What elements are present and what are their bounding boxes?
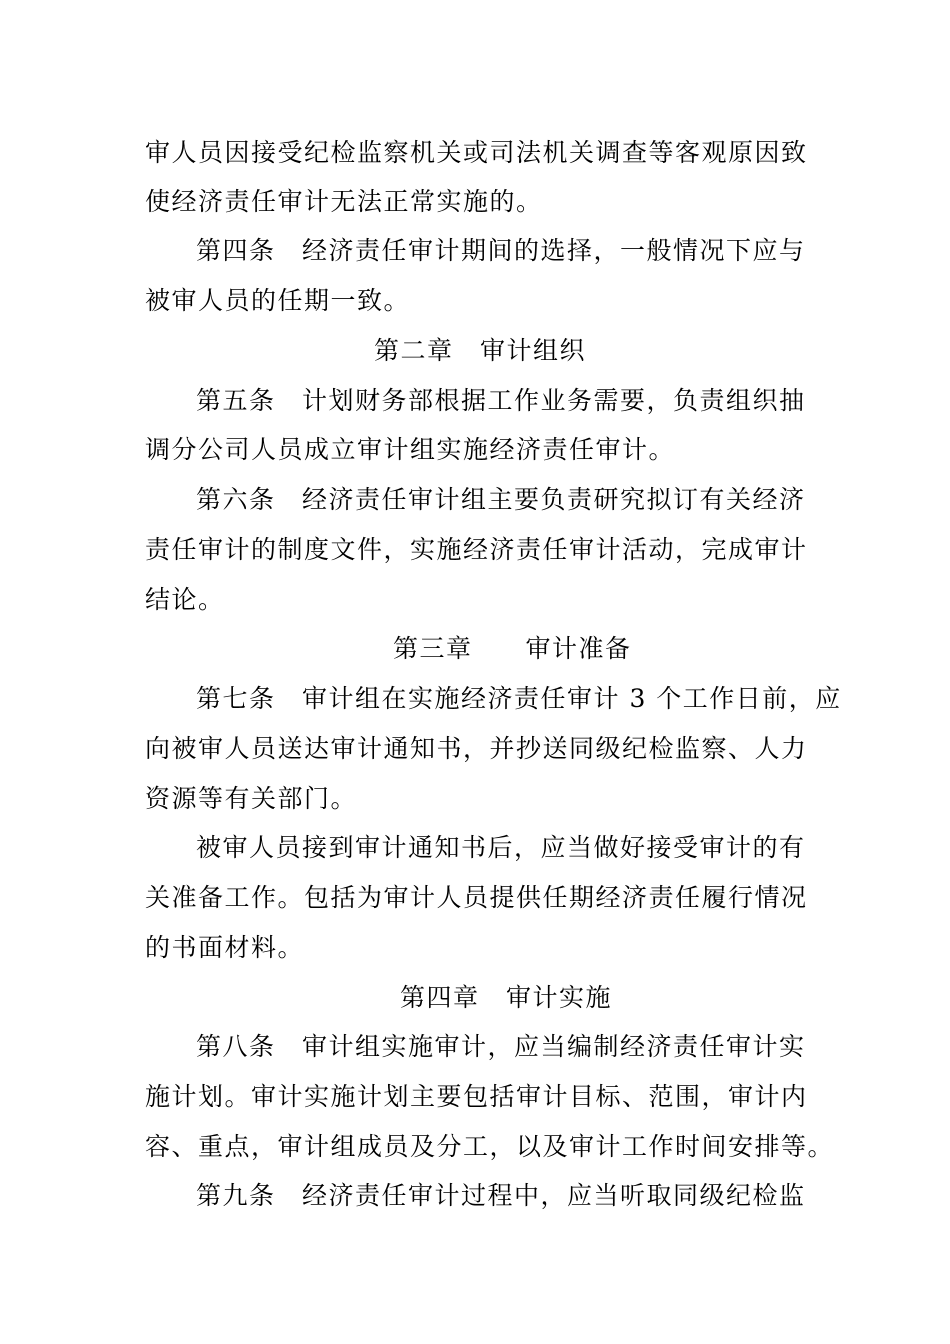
- article-9-line: 第九条 经济责任审计过程中，应当听取同级纪检监: [196, 1181, 806, 1210]
- text-line: 施计划。审计实施计划主要包括审计目标、范围，审计内: [145, 1082, 808, 1111]
- text-line: 结论。: [145, 585, 225, 614]
- text-line: 责任审计的制度文件，实施经济责任审计活动，完成审计: [145, 535, 808, 564]
- chapter-heading: 第三章 审计准备: [393, 634, 632, 663]
- text-line: 调分公司人员成立审计组实施经济责任审计。: [145, 435, 676, 464]
- article-4-line: 第四条 经济责任审计期间的选择，一般情况下应与: [196, 236, 806, 265]
- paragraph-line: 被审人员接到审计通知书后，应当做好接受审计的有: [196, 833, 806, 862]
- chapter-heading: 第四章 审计实施: [400, 983, 613, 1012]
- text-line: 资源等有关部门。: [145, 784, 358, 813]
- chapter-heading: 第二章 审计组织: [374, 336, 587, 365]
- text-line: 容、重点，审计组成员及分工，以及审计工作时间安排等。: [145, 1132, 835, 1161]
- text-line: 被审人员的任期一致。: [145, 286, 411, 315]
- text-line: 审人员因接受纪检监察机关或司法机关调查等客观原因致: [145, 138, 808, 167]
- article-6-line: 第六条 经济责任审计组主要负责研究拟订有关经济: [196, 485, 806, 514]
- article-8-line: 第八条 审计组实施审计，应当编制经济责任审计实: [196, 1032, 806, 1061]
- text-line: 使经济责任审计无法正常实施的。: [145, 187, 543, 216]
- text-line: 的书面材料。: [145, 933, 305, 962]
- article-7-line: 第七条 审计组在实施经济责任审计 3 个工作日前，应: [196, 684, 842, 713]
- text-line: 向被审人员送达审计通知书，并抄送同级纪检监察、人力: [145, 734, 808, 763]
- text-line: 关准备工作。包括为审计人员提供任期经济责任履行情况: [145, 883, 808, 912]
- article-5-line: 第五条 计划财务部根据工作业务需要，负责组织抽: [196, 386, 806, 415]
